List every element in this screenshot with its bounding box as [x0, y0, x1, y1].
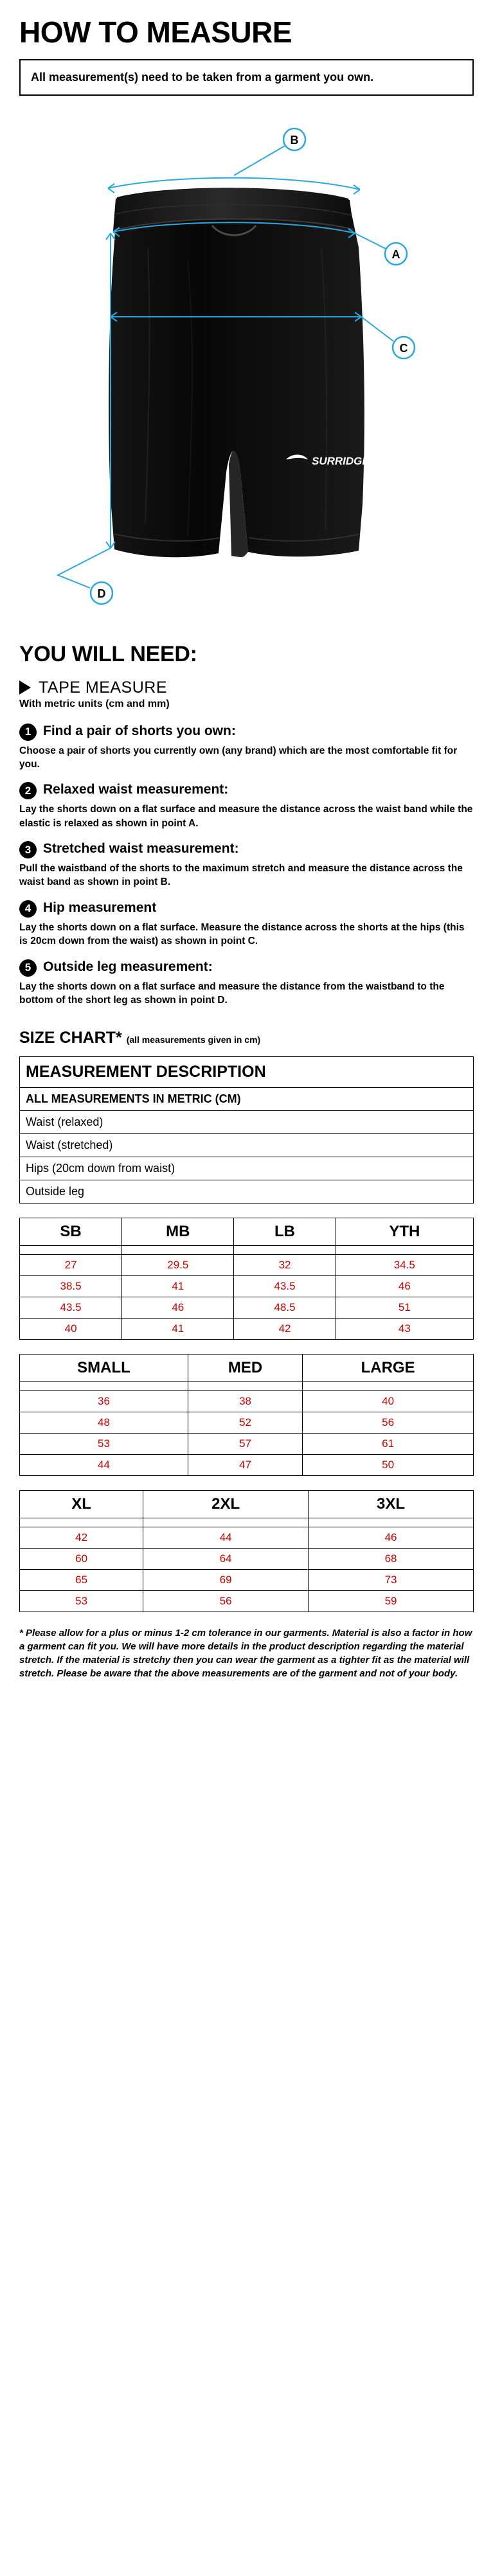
- cell: 61: [303, 1434, 474, 1455]
- description-row-4: Outside leg: [20, 1180, 474, 1204]
- play-triangle-icon: [19, 680, 31, 695]
- step-1-head: [19, 723, 474, 741]
- step-3-badge: 3: [19, 841, 37, 858]
- spacer-cell: [20, 1382, 188, 1391]
- line-b: [108, 177, 360, 189]
- cell: 68: [309, 1549, 474, 1570]
- description-header: MEASUREMENT DESCRIPTION: [20, 1057, 474, 1088]
- table-row: [20, 1111, 474, 1134]
- label-d: D: [97, 587, 106, 600]
- column-header: LB: [234, 1218, 336, 1246]
- step-1-title: Find a pair of shorts you own:: [43, 723, 236, 738]
- step-4-body: Lay the shorts down on a flat surface. Measure the distance across the shorts at the hips (this is 20cm down from the waist) as shown in point C.: [19, 921, 465, 947]
- cell: 42: [20, 1527, 143, 1549]
- cell: 44: [20, 1455, 188, 1476]
- step-5-badge: 5: [19, 959, 37, 977]
- spacer-cell: [188, 1382, 302, 1391]
- intro-box: [19, 59, 474, 95]
- size-table-adult-1: [19, 1354, 474, 1476]
- spacer-cell: [122, 1246, 234, 1255]
- table-row: [20, 1591, 474, 1612]
- cell: 57: [188, 1434, 302, 1455]
- label-b: B: [290, 133, 299, 147]
- cell: 52: [188, 1412, 302, 1434]
- size-chart-note: (all measurements given in cm): [126, 1035, 261, 1045]
- cell: 51: [336, 1297, 473, 1319]
- cell: 73: [309, 1570, 474, 1591]
- size-table-junior: [19, 1218, 474, 1340]
- table-row: [20, 1319, 474, 1340]
- step-2-badge: 2: [19, 782, 37, 799]
- table-spacer-row: [20, 1382, 474, 1391]
- cell: 50: [303, 1455, 474, 1476]
- column-header: XL: [20, 1491, 143, 1518]
- step-5: [19, 959, 474, 1008]
- table-row: [20, 1391, 474, 1412]
- cell: 38.5: [20, 1276, 122, 1297]
- size-chart-heading: [19, 1029, 474, 1047]
- step-2-body: Lay the shorts down on a flat surface and measure the distance across the waist band while the elastic is relaxed as shown in point A.: [19, 804, 473, 829]
- label-c: C: [399, 341, 408, 355]
- cell: 46: [309, 1527, 474, 1549]
- cell: 43.5: [234, 1276, 336, 1297]
- table-spacer-row: [20, 1518, 474, 1527]
- label-a: A: [391, 247, 400, 261]
- cell: 56: [303, 1412, 474, 1434]
- tape-measure-label: TAPE MEASURE: [39, 678, 168, 697]
- step-4: [19, 900, 474, 948]
- line-b-arrow-left: [108, 184, 114, 193]
- table-row: [20, 1570, 474, 1591]
- cell: 46: [336, 1276, 473, 1297]
- cell: 59: [309, 1591, 474, 1612]
- leader-a: [355, 233, 386, 249]
- cell: 38: [188, 1391, 302, 1412]
- cell: 69: [143, 1570, 309, 1591]
- step-4-title: Hip measurement: [43, 900, 157, 915]
- cell: 53: [20, 1591, 143, 1612]
- spacer-cell: [143, 1518, 309, 1527]
- footnote: * Please allow for a plus or minus 1-2 cm tolerance in our garments. Material is also a factor in how a garment can fit you. We will have more details in the product description regarding the material stretch. If the material is stretchy then you can wear the garment as a tighter fit as the material will stretch. Please be aware that the above measurements are of the garment and not of your body.: [19, 1628, 472, 1680]
- step-1-body: Choose a pair of shorts you currently own (any brand) which are the most comfortable fit for you.: [19, 745, 458, 770]
- column-header: 2XL: [143, 1491, 309, 1518]
- description-subheader: ALL MEASUREMENTS IN METRIC (CM): [20, 1088, 474, 1111]
- table-row: [20, 1549, 474, 1570]
- step-2: [19, 781, 474, 830]
- cell: 42: [234, 1319, 336, 1340]
- step-5-head: [19, 959, 474, 977]
- cell: 41: [122, 1276, 234, 1297]
- cell: 29.5: [122, 1255, 234, 1276]
- shorts-diagram-svg: [19, 112, 474, 626]
- cell: 56: [143, 1591, 309, 1612]
- cell: 48: [20, 1412, 188, 1434]
- table-row: [20, 1057, 474, 1088]
- spacer-cell: [336, 1246, 473, 1255]
- table-row: [20, 1180, 474, 1204]
- cell: 53: [20, 1434, 188, 1455]
- spacer-cell: [20, 1246, 122, 1255]
- spacer-cell: [303, 1382, 474, 1391]
- line-b-arrow-right: [354, 185, 360, 194]
- page-title: HOW TO MEASURE: [19, 15, 292, 49]
- cell: 40: [303, 1391, 474, 1412]
- cell: 27: [20, 1255, 122, 1276]
- step-4-badge: 4: [19, 900, 37, 918]
- table-row: [20, 1157, 474, 1180]
- leader-c: [361, 317, 393, 341]
- column-header: MB: [122, 1218, 234, 1246]
- brand-text: SURRIDGE: [312, 454, 370, 467]
- leader-b: [234, 143, 289, 175]
- step-4-head: [19, 900, 474, 918]
- table-row: [20, 1134, 474, 1157]
- step-5-body: Lay the shorts down on a flat surface and measure the distance from the waistband to the bottom of the short leg as shown in point D.: [19, 981, 445, 1006]
- step-5-title: Outside leg measurement:: [43, 959, 213, 974]
- cell: 44: [143, 1527, 309, 1549]
- table-row: [20, 1297, 474, 1319]
- table-header-row: [20, 1491, 474, 1518]
- cell: 47: [188, 1455, 302, 1476]
- spacer-cell: [234, 1246, 336, 1255]
- cell: 46: [122, 1297, 234, 1319]
- column-header: 3XL: [309, 1491, 474, 1518]
- cell: 34.5: [336, 1255, 473, 1276]
- size-table-adult-2: [19, 1490, 474, 1612]
- step-3-body: Pull the waistband of the shorts to the maximum stretch and measure the distance across the waist band as shown in point B.: [19, 863, 463, 888]
- shorts-diagram: [19, 112, 474, 626]
- cell: 36: [20, 1391, 188, 1412]
- shorts-illustration: [109, 188, 364, 557]
- column-header: LARGE: [303, 1355, 474, 1382]
- step-2-title: Relaxed waist measurement:: [43, 782, 229, 797]
- step-3-title: Stretched waist measurement:: [43, 841, 239, 857]
- column-header: YTH: [336, 1218, 473, 1246]
- table-row: [20, 1434, 474, 1455]
- description-row-2: Waist (stretched): [20, 1134, 474, 1157]
- cell: 43.5: [20, 1297, 122, 1319]
- table-header-row: [20, 1218, 474, 1246]
- cell: 65: [20, 1570, 143, 1591]
- cell: 60: [20, 1549, 143, 1570]
- spacer-cell: [309, 1518, 474, 1527]
- step-3-head: [19, 840, 474, 858]
- cell: 64: [143, 1549, 309, 1570]
- table-row: [20, 1412, 474, 1434]
- table-row: [20, 1088, 474, 1111]
- spacer-cell: [20, 1518, 143, 1527]
- step-3: [19, 840, 474, 889]
- table-header-row: [20, 1355, 474, 1382]
- table-row: [20, 1527, 474, 1549]
- cell: 41: [122, 1319, 234, 1340]
- column-header: MED: [188, 1355, 302, 1382]
- cell: 43: [336, 1319, 473, 1340]
- cell: 32: [234, 1255, 336, 1276]
- size-chart-title: SIZE CHART*: [19, 1029, 122, 1047]
- table-row: [20, 1276, 474, 1297]
- you-will-need-heading: YOU WILL NEED:: [19, 641, 197, 666]
- intro-text: All measurement(s) need to be taken from a garment you own.: [31, 71, 374, 84]
- column-header: SB: [20, 1218, 122, 1246]
- table-row: [20, 1455, 474, 1476]
- table-spacer-row: [20, 1246, 474, 1255]
- measurement-description-table: [19, 1056, 474, 1204]
- description-row-3: Hips (20cm down from waist): [20, 1157, 474, 1180]
- tape-measure-sublabel: With metric units (cm and mm): [19, 698, 170, 709]
- step-1: [19, 723, 474, 772]
- cell: 48.5: [234, 1297, 336, 1319]
- cell: 40: [20, 1319, 122, 1340]
- column-header: SMALL: [20, 1355, 188, 1382]
- step-2-head: [19, 781, 474, 799]
- description-row-1: Waist (relaxed): [20, 1111, 474, 1134]
- table-row: [20, 1255, 474, 1276]
- tape-measure-row: [19, 679, 474, 697]
- step-1-badge: 1: [19, 724, 37, 741]
